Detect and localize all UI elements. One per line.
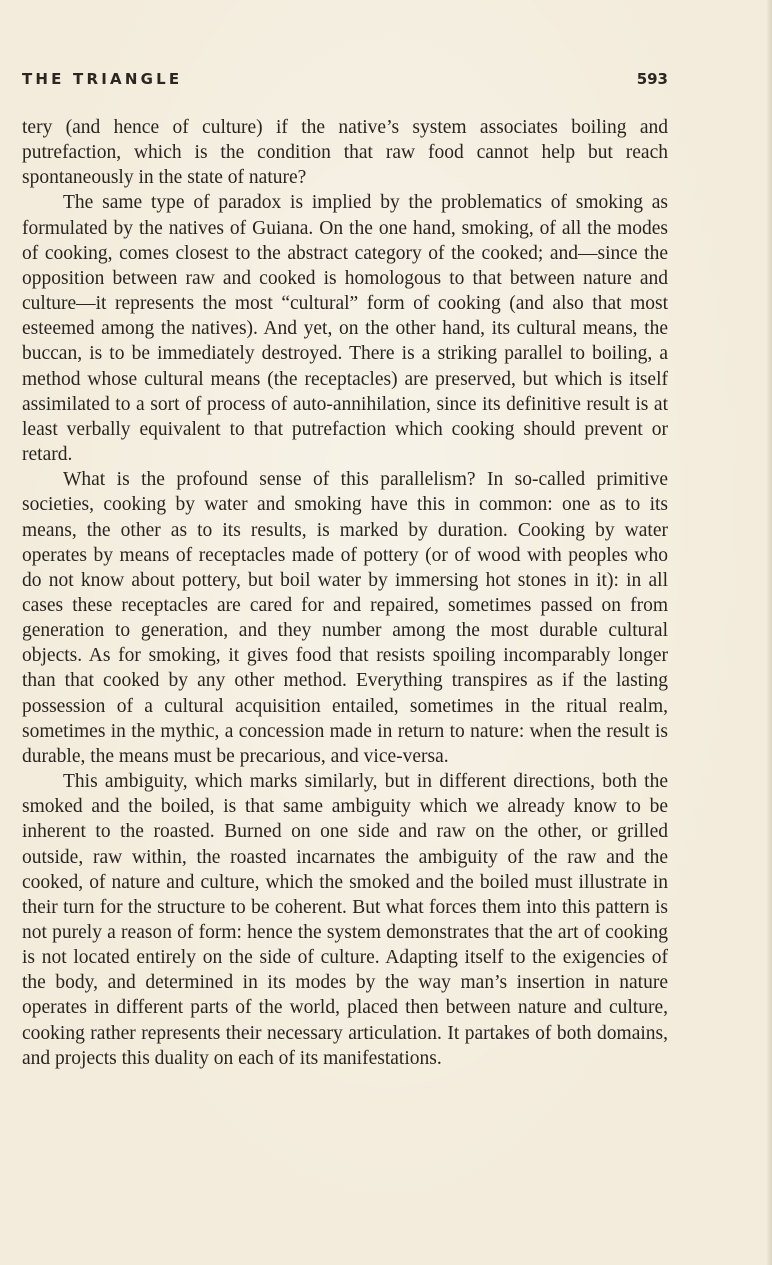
paragraph-parallelism: What is the profound sense of this parallelism? In so-called primitive societies, cooking by water and smoking have this in common: one as to its means, the other as to its results, is marked by duration. Cooking by water operates by means of receptacles made of pottery (or of wood with peoples who do not know about pottery, but boil water by immersing hot stones in it): in all cases these receptacles are cared for and repaired, sometimes passed on from generation to generation, and they number among the most durable cultural objects. As for smoking, it gives food that resists spoiling incomparably longer than that cooked by any other method. Everything transpires as if the lasting possession of a cultural acquisition entailed, sometimes in the ritual realm, sometimes in the mythic, a concession made in return to nature: when the result is durable, the means must be precarious, and vice-versa. xyxy=(22,469,668,767)
running-title: THE TRIANGLE xyxy=(22,70,183,88)
paragraph-continuation: tery (and hence of culture) if the native’s system associates boiling and putrefaction, which is the condition that raw food cannot help but reach spontaneously in the state of nature? xyxy=(22,117,668,189)
running-head xyxy=(22,70,668,92)
paragraph-ambiguity: This ambiguity, which marks similarly, but in different directions, both the smoked and the boiled, is that same ambiguity which we already know to be inherent to the roasted. Burned on one side and raw on the other, or grilled outside, raw within, the roasted incarnates the ambiguity of the raw and the cooked, of nature and culture, which the smoked and the boiled must illustrate in their turn for the structure to be coherent. But what forces them into this pattern is not purely a reason of form: hence the system demonstrates that the art of cooking is not located entirely on the side of culture. Adapting itself to the exigencies of the body, and determined in its modes by the way man’s insertion in nature operates in different parts of the world, placed then between nature and culture, cooking rather represents their necessary articulation. It partakes of both domains, and projects this duality on each of its manifestations. xyxy=(22,771,668,1069)
paragraph-smoking-paradox: The same type of paradox is implied by the problematics of smoking as formulated by the natives of Guiana. On the one hand, smoking, of all the modes of cooking, comes closest to the abstract category of the cooked; and—since the opposition between raw and cooked is homologous to that between nature and culture—it represents the most “cultural” form of cooking (and also that most esteemed among the natives). And yet, on the other hand, its cultural means, the buccan, is to be immediately destroyed. There is a striking parallel to boiling, a method whose cultural means (the receptacles) are preserved, but which is itself assimilated to a sort of process of auto-annihilation, since its definitive result is at least verbally equivalent to that putrefaction which cooking should prevent or retard. xyxy=(22,192,668,466)
body-text xyxy=(22,115,668,1071)
page-number: 593 xyxy=(636,70,668,88)
